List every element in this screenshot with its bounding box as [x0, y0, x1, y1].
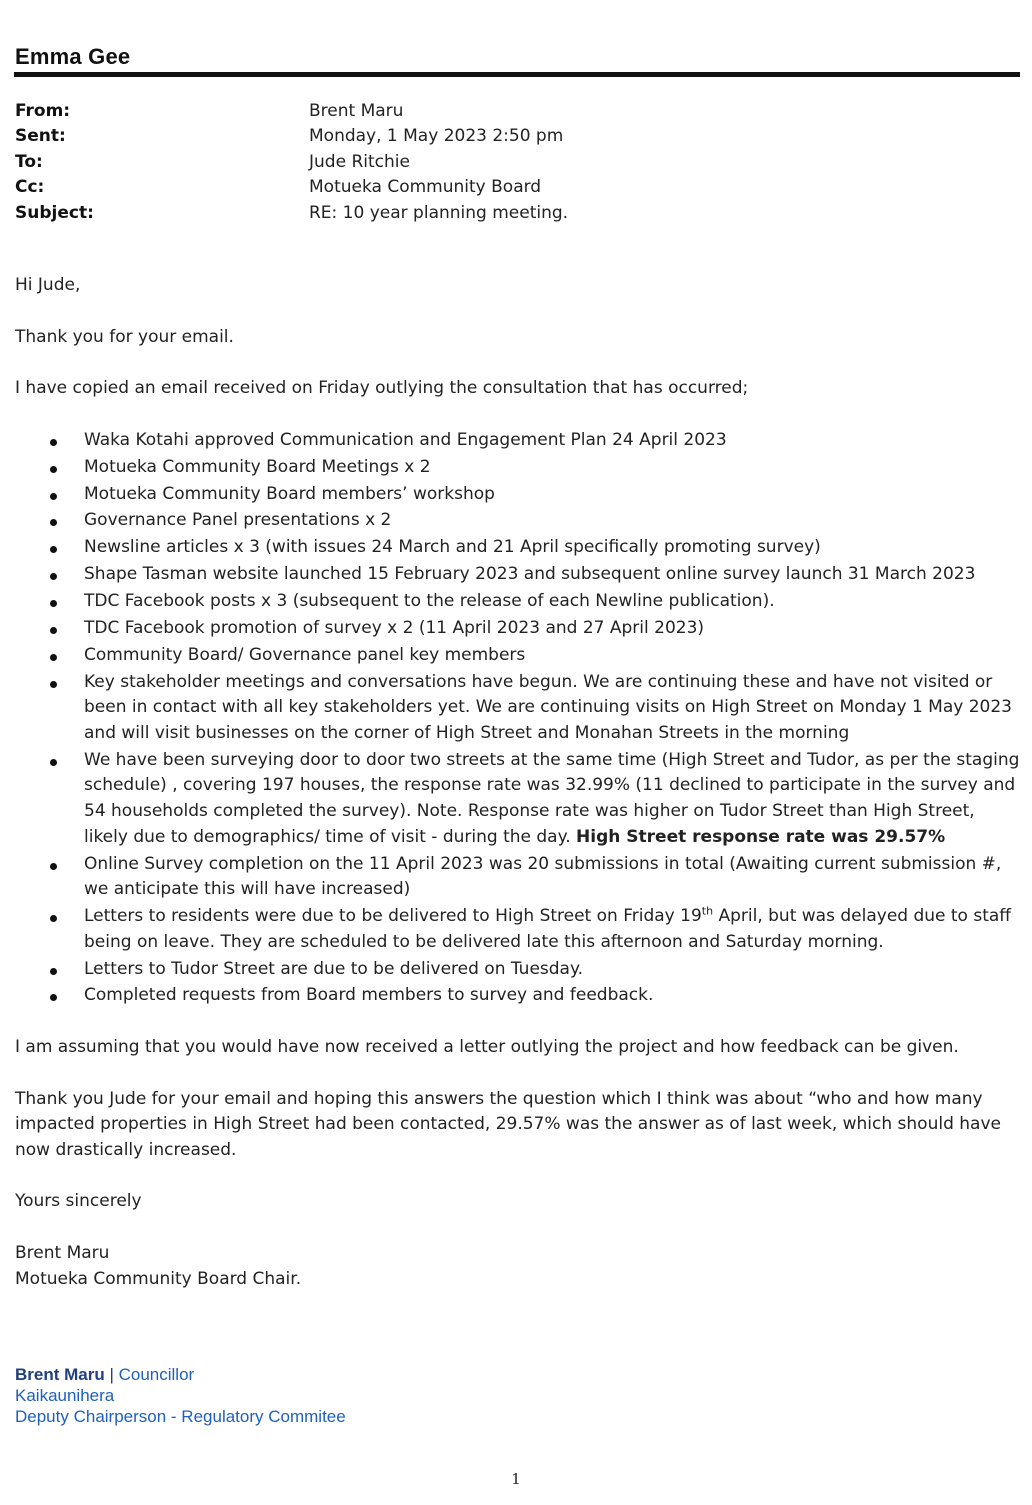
signer-role: Motueka Community Board Chair. [15, 1268, 302, 1289]
list-item: Governance Panel presentations x 2 [15, 508, 1020, 534]
list-item: TDC Facebook promotion of survey x 2 (11 April 2023 and 27 April 2023) [15, 616, 1020, 642]
bullet-icon [50, 654, 57, 661]
header-value-cc: Motueka Community Board [309, 177, 542, 198]
signature-line-1 [15, 1364, 346, 1385]
list-item: Waka Kotahi approved Communication and Engagement Plan 24 April 2023 [15, 428, 1020, 454]
header-value-from: Brent Maru [309, 101, 404, 121]
response-rate-highlight: High Street response rate was 29.57% [576, 826, 946, 847]
closing-paragraph: Thank you Jude for your email and hoping this answers the question which I think was about “who and how many impacted properties in High Street had been contacted, 29.57% was the answer as of last week, which should have now drastically increased. [15, 1088, 1001, 1160]
signer [15, 1241, 1020, 1292]
header-label: To: [15, 151, 43, 172]
list-item: Online Survey completion on the 11 April 2023 was 20 submissions in total (Awaiting current submission #, we anticipate this will have increased) [15, 852, 1020, 903]
list-item: Key stakeholder meetings and conversations have begun. We are continuing these and have not visited or been in contact with all key stakeholders yet. We are continuing visits on High Street on Monday 1 May 2023 and will visit businesses on the corner of High Street and Monahan Streets in the morning [15, 670, 1020, 747]
bullet-icon [50, 863, 57, 870]
header-label: Sent: [15, 126, 66, 147]
email-body [15, 273, 1020, 1292]
bullet-icon [50, 546, 57, 553]
header-rule [14, 72, 1020, 77]
bullet-icon [50, 493, 57, 500]
list-item: Motueka Community Board members’ workshop [15, 482, 1020, 508]
bullet-icon [50, 968, 57, 975]
signature-deputy-role: Deputy Chairperson - Regulatory Commitee [15, 1407, 346, 1426]
signature-maori-title: Kaikaunihera [15, 1386, 115, 1405]
ordinal-suffix: th [701, 904, 714, 918]
signature-title: Councillor [118, 1365, 195, 1384]
list-item: Letters to residents were due to be delivered to High Street on Friday 19th April, but was delayed due to staff being on leave. They are scheduled to be delivered late this afternoon and Saturday morning. [15, 904, 1020, 955]
header-label: Cc: [15, 177, 45, 198]
intro-line: I have copied an email received on Friday outlying the consultation that has occurred; [15, 378, 749, 399]
sign-off: Yours sincerely [15, 1191, 142, 1212]
signature-separator: | [104, 1365, 119, 1384]
list-item: We have been surveying door to door two streets at the same time (High Street and Tudor, as per the staging schedule) , covering 197 houses, the response rate was 32.99% (11 declined to participate in the survey and 54 households completed the survey). Note. Response rate was higher on Tudor Street than High Street, likely due to demographics/ time of visit - during the day. High Street response rate was 29.57% [15, 748, 1020, 850]
header-label: From: [15, 101, 71, 121]
list-item: TDC Facebook posts x 3 (subsequent to the release of each Newline publication). [15, 589, 1020, 615]
bullet-icon [50, 915, 57, 922]
list-item: Completed requests from Board members to survey and feedback. [15, 983, 1020, 1009]
list-item: Letters to Tudor Street are due to be delivered on Tuesday. [15, 957, 1020, 983]
list-item: Community Board/ Governance panel key members [15, 643, 1020, 669]
email-signature [15, 1364, 346, 1427]
thanks-line: Thank you for your email. [15, 326, 234, 347]
bullet-icon [50, 759, 57, 766]
list-item: Shape Tasman website launched 15 February 2023 and subsequent online survey launch 31 March 2023 [15, 562, 1020, 588]
signature-name: Brent Maru [15, 1365, 105, 1384]
bullet-icon [50, 627, 57, 634]
assuming-line: I am assuming that you would have now received a letter outlying the project and how feedback can be given. [15, 1037, 959, 1057]
header-value-to: Jude Ritchie [309, 151, 410, 172]
bullet-icon [50, 994, 57, 1001]
header-value-sent: Monday, 1 May 2023 2:50 pm [309, 126, 564, 147]
signer-name: Brent Maru [15, 1242, 110, 1263]
consultation-list [15, 428, 1020, 1009]
document-owner-name: Emma Gee [15, 44, 131, 69]
header-value-subject: RE: 10 year planning meeting. [309, 202, 569, 223]
greeting: Hi Jude, [15, 275, 81, 295]
header-label: Subject: [15, 202, 94, 223]
bullet-icon [50, 519, 57, 526]
list-item: Newsline articles x 3 (with issues 24 March and 21 April specifically promoting survey) [15, 535, 1020, 561]
bullet-icon [50, 573, 57, 580]
bullet-icon [50, 600, 57, 607]
bullet-icon [50, 466, 57, 473]
list-item: Motueka Community Board Meetings x 2 [15, 455, 1020, 481]
bullet-icon [50, 439, 57, 446]
page-number: 1 [511, 1470, 521, 1488]
bullet-icon [50, 681, 57, 688]
